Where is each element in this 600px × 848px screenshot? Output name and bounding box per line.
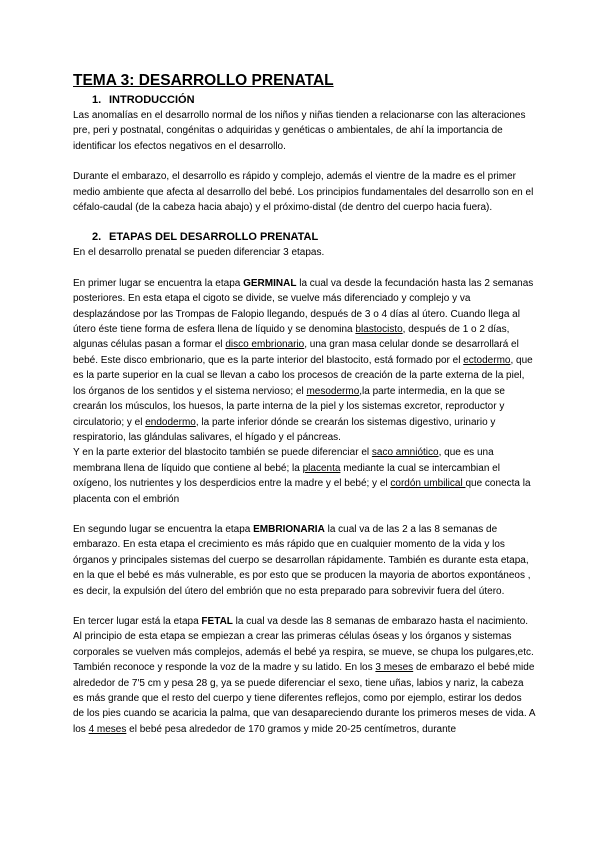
paragraph-fetal: En tercer lugar está la etapa FETAL la cual va desde las 8 semanas de embarazo hasta el nacimiento. Al principio de esta etapa se empiezan a crear las primeras células óseas y los órganos y sistemas corporales se vuelven más complejos, además el bebé ya respira, se mueve, se chupa los pulgares,etc. También reconoce y responde la voz de la madre y su latido. En los 3 meses de embarazo el bebé mide alrededor de 7'5 cm y pesa 28 g, ya se puede diferenciar el sexo, tiene uñas, labios y nariz, la cabeza es más grande que el resto del cuerpo y tiene diferentes reflejos, como por ejemplo, estirar los dedos de los pies cuando se acaricia la palma, que van desapareciendo durante los primeros meses de vida. A los 4 meses el bebé pesa alrededor de 170 gramos y mide 20-25 centímetros, durante [73, 615, 535, 735]
term-saco-amniotico: saco amniótico [371, 447, 439, 459]
paragraph-germinal: En primer lugar se encuentra la etapa GERMINAL la cual va desde la fecundación hasta las 2 semanas posteriores. En esta etapa el cigoto se divide, se vuelve más diferenciado y complejo y va desplazándose por las Trompas de Falopio llegando, después de 3 o 4 días al útero. Cuando llega al útero éste tiene forma de esfera llena de líquido y se denomina blastocisto, después de 1 o 2 días, algunas células pasan a formar el disco embrionario, una gran masa celular donde se desarrollará el bebé. Este disco embrionario, que es la parte interior del blastocito, está formado por el ectodermo, que es la parte superior en la cual se llevan a cabo los procesos de creación de la parte externa de la piel, los órganos de los sentidos y el sistema nervioso; el mesodermo,la parte intermedia, en la que se crearán los músculos, los huesos, la parte interna de la piel y los sistemas excretor, reproductor y circulatorio; y el endodermo, la parte inferior dónde se crearán los sistemas digestivo, urinario y respiratorio, las glándulas salivares, el hígado y el páncreas. [73, 277, 534, 443]
section-title: INTRODUCCIÓN [109, 94, 195, 106]
term-endodermo: endodermo [145, 416, 196, 428]
term-blastocisto: blastocisto [355, 324, 403, 336]
section-heading-introduccion [92, 93, 535, 107]
term-4-meses: 4 meses [88, 723, 127, 735]
section-title: ETAPAS DEL DESARROLLO PRENATAL [109, 231, 319, 244]
paragraph-blastocito-exterior: Y en la parte exterior del blastocito también se puede diferenciar el saco amniótico, que es una membrana llena de líquido que contiene al bebé; la placenta mediante la cual se intercambian el oxígeno, los nutrientes y los desperdicios entre la madre y el bebé; y el cordón umbilical que conecta la placenta con el embrión [73, 447, 531, 505]
term-germinal: GERMINAL [243, 277, 297, 289]
section-heading-etapas [92, 230, 535, 244]
section-number: 2. [92, 231, 102, 244]
paragraph-embrionaria: En segundo lugar se encuentra la etapa EMBRIONARIA la cual va de las 2 a las 8 semanas de embarazo. En esta etapa el crecimiento es más rápido que en cualquier momento de la vida y los órganos y principales sistemas del cuerpo se desarrollan rápidamente. También es durante esta etapa, en la que el bebé es más vulnerable, es por esto que se producen la mayoria de abortos expontáneos , es decir, la expulsión del útero del embrión que no esta preparado para sobrevivir fuera del útero. [73, 523, 531, 597]
term-fetal: FETAL [201, 615, 233, 627]
paragraph-intro-1: Las anomalías en el desarrollo normal de los niños y niñas tienden a relacionarse con las alteraciones pre, peri y postnatal, congénitas o adquiridas y genéticas o ambientales, de ahí la importancia de identificar los efectos negativos en el desarrollo. [73, 110, 526, 152]
term-mesodermo: mesodermo [306, 385, 360, 397]
section-number: 1. [92, 94, 102, 106]
term-ectodermo: ectodermo [463, 354, 511, 366]
term-embrionaria: EMBRIONARIA [253, 523, 325, 535]
paragraph-etapas-intro: En el desarrollo prenatal se pueden diferenciar 3 etapas. [73, 247, 325, 259]
paragraph-intro-2: Durante el embarazo, el desarrollo es rápido y complejo, además el vientre de la madre es el primer medio ambiente que afecta al desarrollo del bebé. Los principios fundamentales del desarrollo son en el céfalo-caudal (de la cabeza hacia abajo) y el próximo-distal (de dentro del cuerpo hacia fuera). [73, 171, 534, 214]
document-title: TEMA 3: DESARROLLO PRENATAL [73, 72, 334, 89]
term-cordon-umbilical: cordón umbilical [390, 478, 466, 490]
term-3-meses: 3 meses [375, 662, 414, 674]
term-disco-embrionario: disco embrionario [225, 339, 305, 351]
document-body [73, 72, 535, 737]
term-placenta: placenta [302, 462, 341, 474]
